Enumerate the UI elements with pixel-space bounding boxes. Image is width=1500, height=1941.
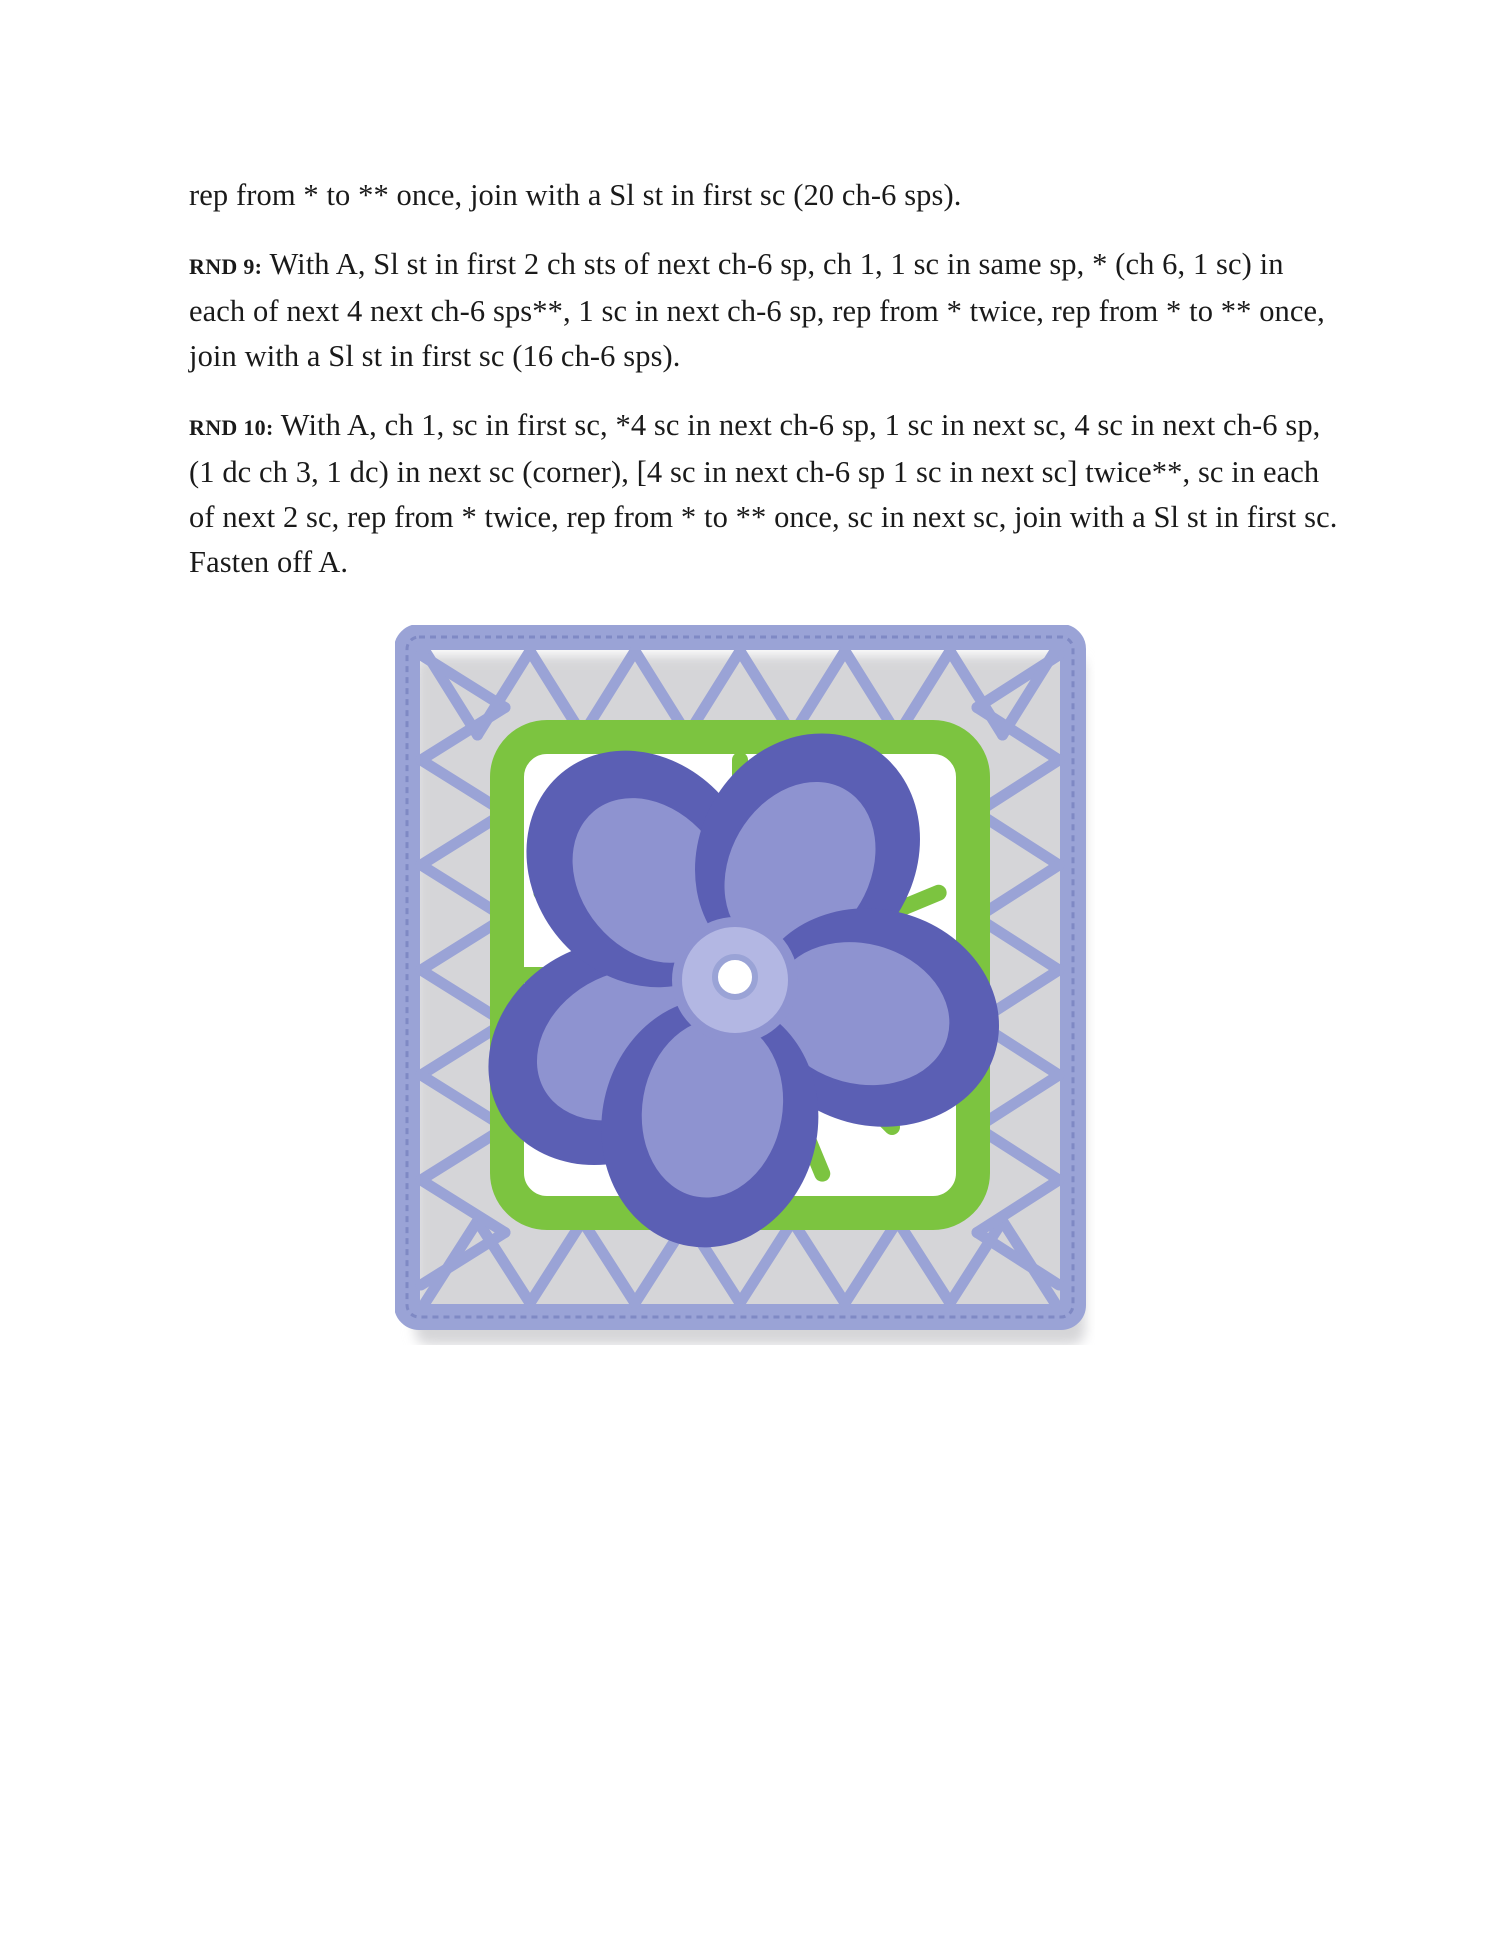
round-label: RND 10:	[189, 415, 274, 440]
crochet-flower-square-icon	[395, 625, 1095, 1345]
paragraph-text: With A, ch 1, sc in first sc, *4 sc in next ch-6 sp, 1 sc in next sc, 4 sc in next ch-6 sp, (1 dc ch 3, 1 dc) in next sc (corner), [4 sc in next ch-6 sp 1 sc in next sc] twice**, sc in each of next 2 sc, rep from * twice, rep from * to ** once, sc in next sc, join with a Sl st in first sc. Fasten off A.	[189, 408, 1338, 579]
round-label: RND 9:	[189, 254, 263, 279]
paragraph-text: rep from * to ** once, join with a Sl st in first sc (20 ch-6 sps).	[189, 178, 962, 212]
instruction-paragraph-rnd-9	[189, 242, 1339, 379]
instruction-paragraph-continued	[189, 173, 1339, 218]
pattern-instructions	[189, 173, 1339, 585]
paragraph-text: With A, Sl st in first 2 ch sts of next ch-6 sp, ch 1, 1 sc in same sp, * (ch 6, 1 sc) in each of next 4 next ch-6 sps**, 1 sc in next ch-6 sp, rep from * twice, rep from * to ** once, join with a Sl st in first sc (16 ch-6 sps).	[189, 247, 1325, 373]
instruction-paragraph-rnd-10	[189, 403, 1339, 585]
crochet-square-photo	[395, 625, 1095, 1345]
